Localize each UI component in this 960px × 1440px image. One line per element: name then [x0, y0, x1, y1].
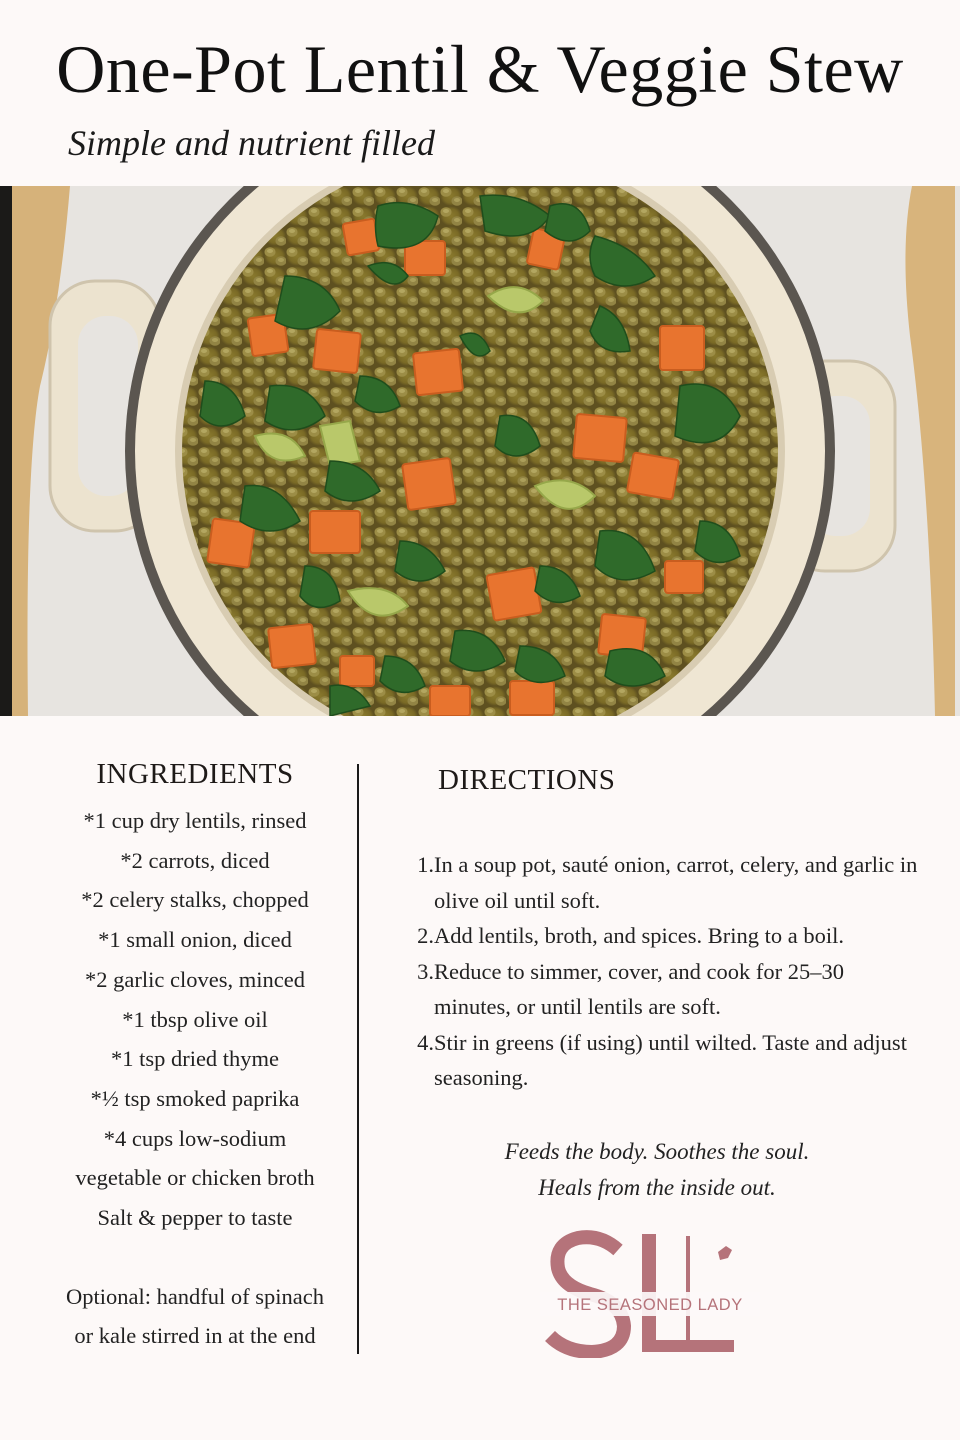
step-text: Add lentils, broth, and spices. Bring to a boil. [434, 923, 844, 948]
tagline-line: Heals from the inside out. [538, 1175, 776, 1200]
ingredient-item: *½ tsp smoked paprika [90, 1085, 300, 1111]
directions-list [412, 847, 922, 1096]
ingredient-item: vegetable or chicken broth [75, 1165, 315, 1191]
stew-photo [0, 186, 960, 716]
step-number: 3. [417, 958, 434, 984]
ingredient-item: *2 garlic cloves, minced [85, 966, 305, 992]
ingredient-item: *1 cup dry lentils, rinsed [83, 808, 307, 833]
direction-step [412, 847, 922, 918]
tagline-line: Feeds the body. Soothes the soul. [504, 1139, 810, 1164]
ingredients-list [30, 801, 360, 1356]
directions-heading: DIRECTIONS [438, 764, 616, 796]
optional-ingredient: or kale stirred in at the end [74, 1323, 316, 1349]
brand-logo [540, 1228, 760, 1358]
step-text: In a soup pot, sauté onion, carrot, celery, and garlic in olive oil until soft. [434, 852, 918, 913]
ingredient-item: *2 carrots, diced [120, 847, 270, 873]
step-number: 1. [417, 852, 434, 877]
ingredient-item: *4 cups low-sodium [103, 1125, 287, 1151]
column-divider [357, 764, 359, 1354]
direction-step [412, 1025, 922, 1096]
direction-step [412, 954, 922, 1025]
ingredient-item: *2 celery stalks, chopped [81, 887, 309, 913]
logo-text: THE SEASONED LADY [557, 1296, 743, 1314]
ingredient-item: *1 small onion, diced [98, 927, 292, 953]
step-number: 2. [417, 923, 434, 948]
pot-of-lentil-stew-icon [0, 186, 960, 716]
recipe-title: One-Pot Lentil & Veggie Stew [56, 31, 904, 107]
seasoned-lady-logo-icon [540, 1228, 760, 1358]
ingredients-section [30, 758, 360, 1356]
tagline [412, 1134, 902, 1206]
direction-step [412, 918, 922, 954]
step-text: Stir in greens (if using) until wilted. Taste and adjust seasoning. [434, 1029, 907, 1090]
ingredient-item: *1 tsp dried thyme [110, 1046, 280, 1072]
step-number: 4. [417, 1029, 434, 1055]
directions-section [412, 764, 922, 1096]
ingredients-heading: INGREDIENTS [96, 758, 294, 790]
ingredient-item: Salt & pepper to taste [97, 1205, 293, 1231]
optional-ingredient: Optional: handful of spinach [65, 1283, 325, 1309]
step-text: Reduce to simmer, cover, and cook for 25–30 minutes, or until lentils are soft. [434, 958, 844, 1019]
ingredient-spacer [30, 1238, 360, 1277]
ingredient-item: *1 tbsp olive oil [122, 1006, 268, 1032]
recipe-subtitle: Simple and nutrient filled [68, 123, 435, 163]
